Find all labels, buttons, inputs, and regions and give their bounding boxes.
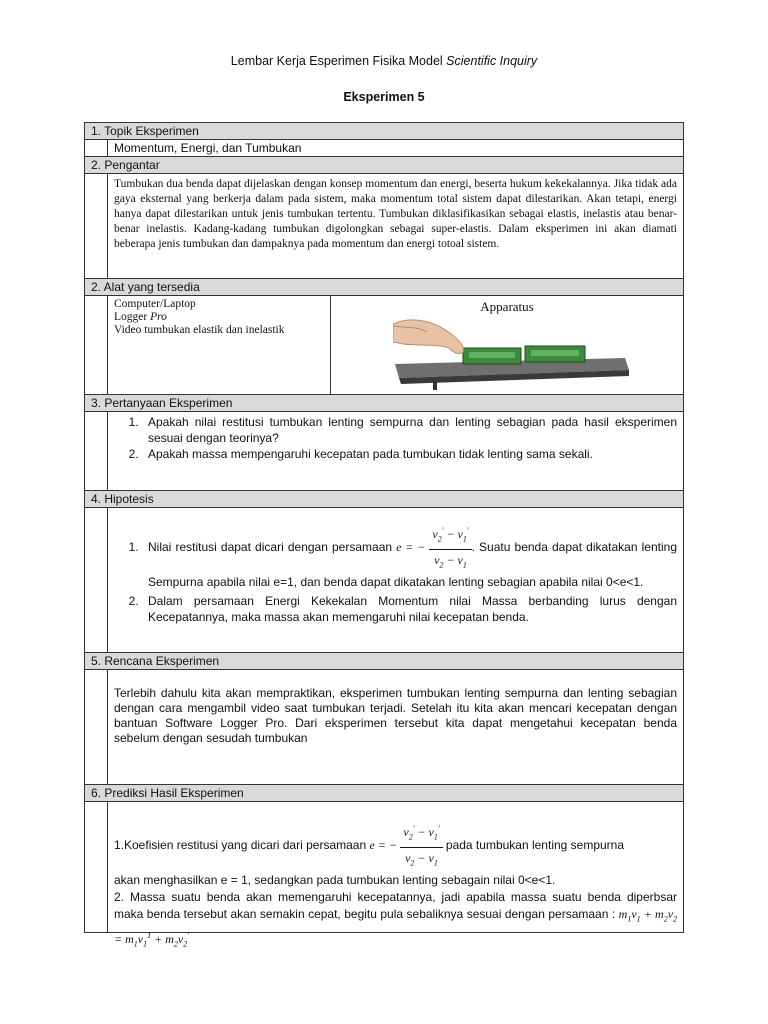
worksheet-title: Lembar Kerja Esperimen Fisika Model Scientific Inquiry — [230, 54, 538, 68]
plan-row — [85, 670, 683, 785]
plan-content: Terlebih dahulu kita akan mempraktikan, eksperimen tumbukan lenting sempurna dan lenting sebagian dengan cara mengambil video saat tumbukan terjadi. Setelah itu kita akan mencari kecepatan dengan bantuan Software Logger Pro. Dari eksperimen tersebut kita dapat mengetahui kecepatan benda sebelum dengan sesudah tumbukan — [114, 686, 677, 745]
section-heading-hypothesis: 4. Hipotesis — [85, 491, 683, 508]
tool-item: Computer/Laptop — [114, 298, 196, 310]
prediction-item-1: 1.Koefisien restitusi yang dicari dari persamaan e = − $\frac{v_2' - v_1'}{v_2 - v_1}$ pada tumbukan lenting sempurna — [114, 820, 677, 872]
section-heading-questions: 3. Pertanyaan Eksperimen — [85, 395, 683, 412]
section-heading-topic: 1. Topik Eksperimen — [85, 123, 683, 140]
section-heading-tools: 2. Alat yang tersedia — [85, 279, 683, 296]
apparatus-panel — [331, 296, 683, 394]
question-item: 1. Apakah nilai restitusi tumbukan lenting sempurna dan lenting sebagian pada hasil eksperimen sesuai dengan teorinya? — [142, 414, 677, 446]
section-heading-intro: 2. Pengantar — [85, 157, 683, 174]
restitution-formula: $\frac{v_2' - v_1'}{v_2 - v_1}$ — [400, 820, 442, 872]
topic-content: Momentum, Energi, dan Tumbukan — [114, 141, 302, 155]
topic-row — [85, 140, 683, 157]
questions-row — [85, 412, 683, 491]
intro-row — [85, 174, 683, 279]
section-heading-prediction: 6. Prediksi Hasil Eksperimen — [85, 785, 683, 802]
tools-list — [108, 296, 331, 394]
section-heading-plan: 5. Rencana Eksperimen — [85, 653, 683, 670]
intro-content: Tumbukan dua benda dapat dijelaskan dengan konsep momentum dan energi, beserta hukum kekekalannya. Jika tidak ada gaya eksternal yang berkerja dalam pada sistem, maka momentum total sistem dapat dilestarikan. Akan tetapi, energi hanya dapat dilestarikan untuk jenis tumbukan tertentu. Tumbukan diklasifikasikan sebagai elastis, inelastis atau benar-benar inelastis. Kadang-kadang tumbukan digolongkan sebagai super-elastis. Dalam eksperimen ini akan diamati beberapa jenis tumbukan dan dampaknya pada momentum dan energi totoal sistem. — [114, 178, 677, 250]
question-item: 2. Apakah massa mempengaruhi kecepatan pada tumbukan tidak lenting sama sekali. — [142, 446, 677, 462]
questions-list — [108, 414, 677, 462]
tools-row — [85, 296, 683, 395]
hypothesis-item: 2. Dalam persamaan Energi Kekekalan Momentum nilai Massa berbanding lurus dengan Kecepatannya, maka massa akan memengaruhi nilai kecepatan benda. — [142, 593, 677, 625]
prediction-item-2: 2. Massa suatu benda akan memengaruhi kecepatannya, jadi apabila massa suatu benda diperbsar maka benda tersebut akan semakin cepat, begitu pula sebaliknya sesuai dengan persamaan : $m_1v_1 + m_2v_2 = m_1v_1^1 + m_2v_2'$ — [114, 889, 678, 949]
experiment-number: Eksperimen 5 — [343, 90, 425, 104]
tool-item: Video tumbukan elastik dan inelastik — [114, 324, 285, 336]
hypothesis-item: 1. Nilai restitusi dapat dicari dengan persamaan e = − $\frac{v_2' - v_1'}{v_2 - v_1}$ . Suatu benda dapat dikatakan lenting Sempurna apabila nilai e=1, dan benda dapat dikatakan lenting sebagian apabila nilai 0<e<1. — [142, 522, 677, 591]
prediction-row — [85, 802, 683, 949]
apparatus-title: Apparatus — [480, 299, 534, 314]
tool-item: Logger Pro — [114, 311, 167, 323]
worksheet-table — [84, 122, 684, 949]
hypothesis-list — [108, 522, 677, 625]
restitution-formula: $\frac{v_2' - v_1'}{v_2 - v_1}$ — [429, 522, 471, 574]
momentum-equation: $m_1v_1 + m_2v_2 = m_1v_1^1 + m_2v_2'$ — [114, 906, 678, 949]
hypothesis-row — [85, 508, 683, 653]
apparatus-image — [393, 312, 633, 392]
prediction-item-1-cont: akan menghasilkan e = 1, sedangkan pada tumbukan lenting sebagain nilai 0<e<1. — [114, 872, 556, 887]
